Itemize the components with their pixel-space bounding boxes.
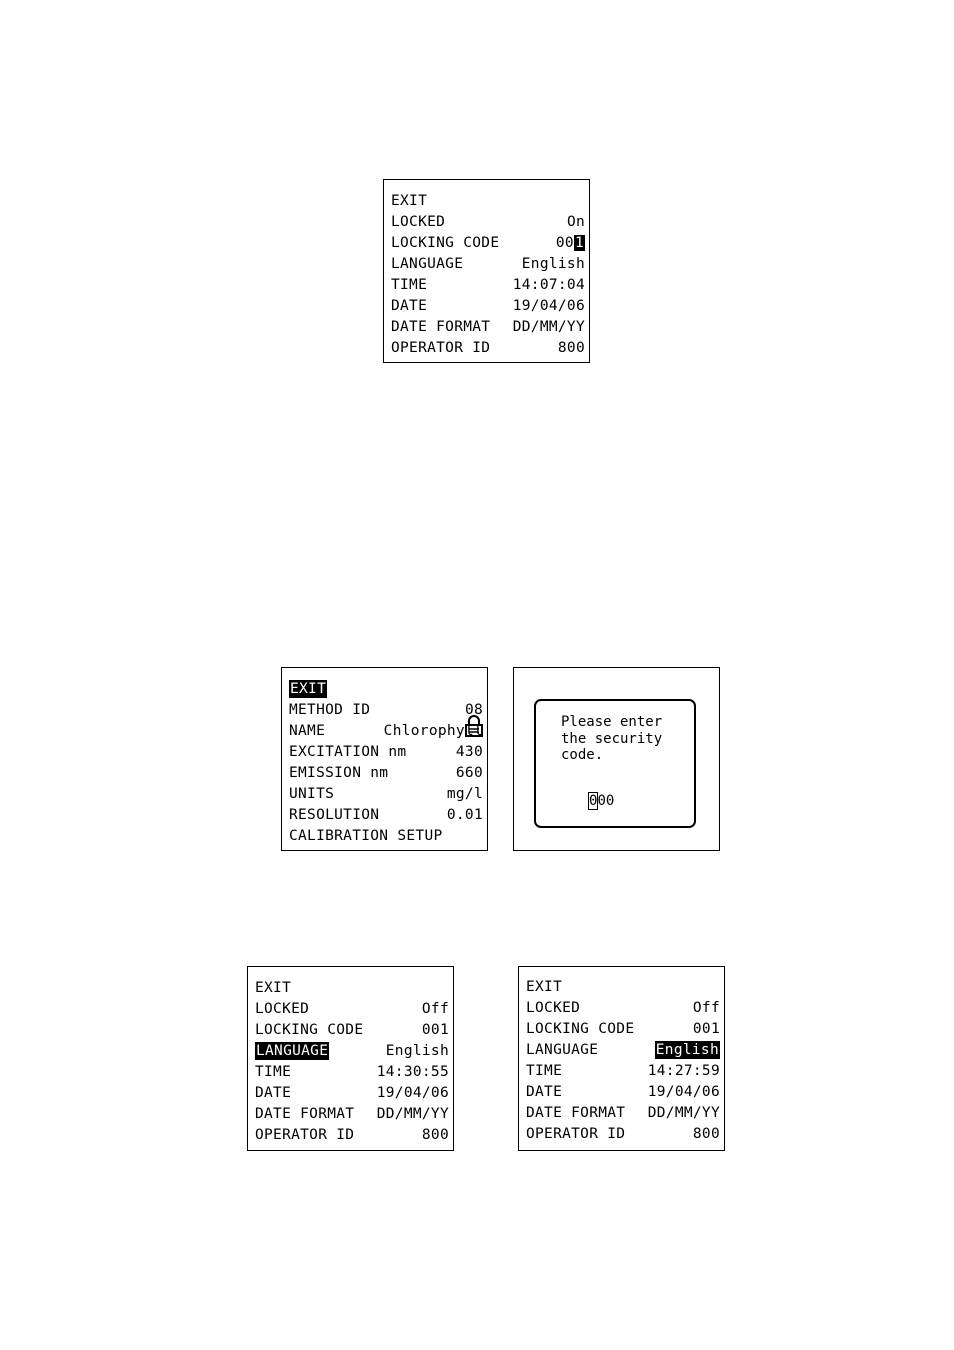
- row-label: EXIT: [391, 192, 428, 209]
- row-label: LANGUAGE: [391, 255, 464, 272]
- row-value: 430: [455, 743, 483, 760]
- security-code-input[interactable]: [589, 793, 614, 809]
- menu-item-locking-code[interactable]: [255, 1019, 449, 1040]
- security-prompt-message: Please enter the security code.: [561, 714, 663, 763]
- menu-item-language[interactable]: [255, 1040, 449, 1061]
- row-label: LOCKED: [255, 1000, 310, 1017]
- row-value: 800: [692, 1125, 720, 1142]
- lock-icon: [465, 679, 483, 699]
- row-label: TIME: [255, 1063, 292, 1080]
- language-value[interactable]: English: [655, 1041, 719, 1058]
- row-value: English: [521, 255, 585, 272]
- row-label: EXIT: [255, 979, 292, 996]
- menu-item-time[interactable]: [255, 1061, 449, 1082]
- menu-item-excitation[interactable]: [289, 741, 483, 762]
- menu-item-exit[interactable]: [255, 977, 449, 998]
- row-value: 19/04/06: [376, 1084, 449, 1101]
- menu-item-operator-id[interactable]: [526, 1123, 720, 1144]
- row-label: LOCKING CODE: [391, 234, 500, 251]
- menu-item-date-format[interactable]: [526, 1102, 720, 1123]
- setup-screen-locked: [383, 179, 590, 363]
- row-value: On: [566, 213, 585, 230]
- method-screen: [281, 667, 488, 851]
- menu-item-date-format[interactable]: [391, 316, 585, 337]
- locking-code-field[interactable]: [556, 234, 585, 252]
- code-digits: 00: [597, 793, 615, 809]
- row-value: 19/04/06: [647, 1083, 720, 1100]
- menu-item-locking-code[interactable]: [526, 1018, 720, 1039]
- row-label: EXIT: [526, 978, 563, 995]
- menu-item-language[interactable]: [526, 1039, 720, 1060]
- menu-item-operator-id[interactable]: [391, 337, 585, 358]
- menu-item-date[interactable]: [526, 1081, 720, 1102]
- menu-item-exit[interactable]: [289, 678, 483, 699]
- row-value: 660: [455, 764, 483, 781]
- row-label: UNITS: [289, 785, 335, 802]
- row-label: RESOLUTION: [289, 806, 380, 823]
- menu-item-locking-code[interactable]: [391, 232, 585, 253]
- menu-item-emission[interactable]: [289, 762, 483, 783]
- row-value: mg/l: [446, 785, 483, 802]
- row-value: 001: [421, 1021, 449, 1038]
- row-label: OPERATOR ID: [391, 339, 491, 356]
- menu-item-calibration-setup[interactable]: [289, 825, 483, 846]
- row-label: DATE: [255, 1084, 292, 1101]
- menu-item-time[interactable]: [526, 1060, 720, 1081]
- row-label: DATE FORMAT: [255, 1105, 355, 1122]
- row-value: Off: [692, 999, 720, 1016]
- row-label: LANGUAGE: [256, 1042, 329, 1059]
- row-label: OPERATOR ID: [255, 1126, 355, 1143]
- row-label: TIME: [526, 1062, 563, 1079]
- row-label: DATE: [391, 297, 428, 314]
- row-label: DATE FORMAT: [391, 318, 491, 335]
- security-code-screen: [513, 667, 720, 851]
- menu-item-time[interactable]: [391, 274, 585, 295]
- row-value: 14:30:55: [376, 1063, 449, 1080]
- row-value: 800: [557, 339, 585, 356]
- menu-item-locked[interactable]: [255, 998, 449, 1019]
- row-value: 08: [464, 701, 483, 718]
- menu-item-units[interactable]: [289, 783, 483, 804]
- row-value: DD/MM/YY: [376, 1105, 449, 1122]
- row-label: OPERATOR ID: [526, 1125, 626, 1142]
- menu-item-language[interactable]: [391, 253, 585, 274]
- row-label: LOCKED: [526, 999, 581, 1016]
- row-label: EMISSION nm: [289, 764, 389, 781]
- row-value: 19/04/06: [512, 297, 585, 314]
- row-label: TIME: [391, 276, 428, 293]
- row-value: 14:27:59: [647, 1062, 720, 1079]
- row-label: NAME: [289, 722, 326, 739]
- row-label: EXIT: [290, 680, 327, 697]
- code-digits: 00: [555, 234, 574, 251]
- menu-item-operator-id[interactable]: [255, 1124, 449, 1145]
- setup-screen-language-editing: [518, 966, 725, 1151]
- security-code-dialog: [534, 699, 696, 828]
- row-label: DATE: [526, 1083, 563, 1100]
- row-value: 14:07:04: [512, 276, 585, 293]
- menu-item-locked[interactable]: [391, 211, 585, 232]
- row-value: English: [385, 1042, 449, 1059]
- code-cursor-digit[interactable]: 1: [574, 234, 584, 251]
- row-value: Off: [421, 1000, 449, 1017]
- row-label: LOCKING CODE: [255, 1021, 364, 1038]
- row-label: LANGUAGE: [526, 1041, 599, 1058]
- menu-item-name[interactable]: [289, 720, 483, 741]
- menu-item-exit[interactable]: [526, 976, 720, 997]
- row-value: Chlorophyll: [383, 722, 483, 739]
- menu-item-locked[interactable]: [526, 997, 720, 1018]
- menu-item-date[interactable]: [391, 295, 585, 316]
- menu-item-date[interactable]: [255, 1082, 449, 1103]
- row-label: EXCITATION nm: [289, 743, 407, 760]
- menu-item-exit[interactable]: [391, 190, 585, 211]
- row-label: CALIBRATION SETUP: [289, 827, 443, 844]
- menu-item-method-id[interactable]: [289, 699, 483, 720]
- row-value: DD/MM/YY: [647, 1104, 720, 1121]
- row-label: DATE FORMAT: [526, 1104, 626, 1121]
- row-value: 800: [421, 1126, 449, 1143]
- menu-item-resolution[interactable]: [289, 804, 483, 825]
- row-value: 0.01: [446, 806, 483, 823]
- setup-screen-language-selected: [247, 966, 454, 1151]
- row-label: LOCKING CODE: [526, 1020, 635, 1037]
- row-value: DD/MM/YY: [512, 318, 585, 335]
- code-cursor-digit[interactable]: 0: [589, 793, 598, 809]
- row-label: LOCKED: [391, 213, 446, 230]
- row-value: 001: [692, 1020, 720, 1037]
- menu-item-date-format[interactable]: [255, 1103, 449, 1124]
- row-label: METHOD ID: [289, 701, 371, 718]
